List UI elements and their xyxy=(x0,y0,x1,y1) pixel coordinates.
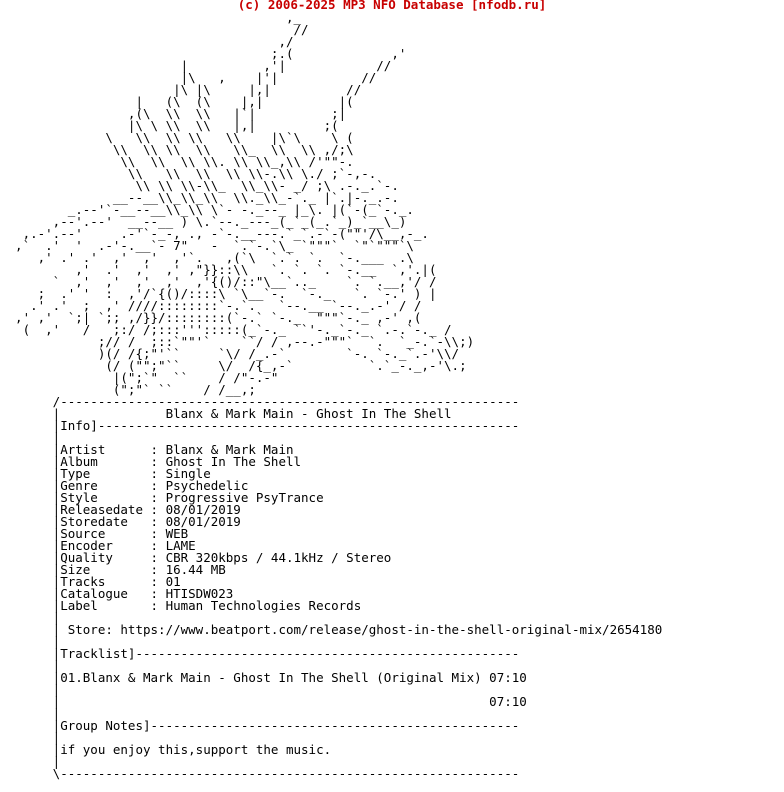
release-title: | Blanx & Mark Main - Ghost In The Shell xyxy=(0,406,452,421)
ascii-art-line: ; .' ' : ,'/`{()/::::\ `\__`-. `-._ `. `-.' ) | xyxy=(0,286,437,301)
info-field-genre: |Genre : Psychedelic xyxy=(0,478,249,493)
ascii-art-line: \\ \\ \\ \\. \\ \\_,\\ /'""-. xyxy=(0,154,354,169)
ascii-art-line: .' .' ; ,' ////::::::::`-.`. `--.__ `--._.-' / / xyxy=(0,298,422,313)
info-field-type: |Type : Single xyxy=(0,466,211,481)
ascii-art-line: ,(\ \\ \\ |`| ;| xyxy=(0,106,347,121)
track-row: |01.Blanx & Mark Main - Ghost In The Shell (Original Mix) 07:10 xyxy=(0,670,527,685)
box-blank-line: | xyxy=(0,682,61,697)
ascii-art-line: | (\ (\ |,| |( xyxy=(0,94,354,109)
section-group-notes-header: |Group Notes]------------------------------------------------- xyxy=(0,718,520,733)
ascii-art-line: ,' .' ,' ,' ,"}}::\\ `. `. `. `-.__ `,'.|( xyxy=(0,262,437,277)
ascii-art-line: \\ \\ \\-\\_ \\_\\- _/ ;\ .-._.`-. xyxy=(0,178,399,193)
ascii-art-line: |\ |\ |,| // xyxy=(0,82,362,97)
box-bottom-border: \------------------------------------------------------------- xyxy=(0,766,520,781)
section-tracklist-header: |Tracklist]--------------------------------------------------- xyxy=(0,646,520,661)
info-field-label: |Label : Human Technologies Records xyxy=(0,598,362,613)
ascii-art-line: ,' ,' `;| `;; ,/}}/::::::::(`-.` `-._ """`-._ ,-' ,( xyxy=(0,310,422,325)
ascii-art-line: ;// / ;::`""'` ``/ / ,--.-"""` `. `_-.`-\\;) xyxy=(0,334,475,349)
ascii-art-line: \ \\ \\ \\ \\ |\`\ \ ( xyxy=(0,130,354,145)
box-blank-line: | xyxy=(0,658,61,673)
ascii-art-line: (";"` `` / /__,; xyxy=(0,382,256,397)
ascii-art-line: __--__\\_\\_\\ \\._\\_-`._ |`.|-._.-. xyxy=(0,190,399,205)
section-info-header: |Info]-------------------------------------------------------- xyxy=(0,418,520,433)
info-field-releasedate: |Releasedate : 08/01/2019 xyxy=(0,502,241,517)
info-field-album: |Album : Ghost In The Shell xyxy=(0,454,302,469)
ascii-art-line: \\ \\ \\ \\ \\_ \\ \\ ,/;\ xyxy=(0,142,354,157)
ascii-art-line: )(/ /{;"'`` `\/ /_.-` `-. `-._`.-'\\/ xyxy=(0,346,460,361)
ascii-art-line: ,' .' .' ,' ,' ,'`. ,(`\ `.`. `. `-.___ .\ xyxy=(0,250,414,265)
store-link: | Store: https://www.beatport.com/release/ghost-in-the-shell-original-mix/2654180 xyxy=(0,622,663,637)
info-field-catalogue: |Catalogue : HTISDW023 xyxy=(0,586,234,601)
info-field-style: |Style : Progressive PsyTrance xyxy=(0,490,324,505)
info-field-tracks: |Tracks : 01 xyxy=(0,574,181,589)
ascii-art-line: ,--'.--' __--__ ) \.`--._---_(_`_(_.`_)_`__\_) xyxy=(0,214,407,229)
ascii-art-line: (/ ("";"`` \/ /{_,-` `.`_-._,-'\.; xyxy=(0,358,467,373)
ascii-art-line: ,_ xyxy=(0,10,302,25)
info-field-encoder: |Encoder : LAME xyxy=(0,538,196,553)
total-time: | 07:10 xyxy=(0,694,527,709)
box-blank-line: | xyxy=(0,634,61,649)
info-field-storedate: |Storedate : 08/01/2019 xyxy=(0,514,241,529)
ascii-art-line: ;.( ,' xyxy=(0,46,407,61)
info-field-size: |Size : 16.44 MB xyxy=(0,562,226,577)
group-notes-text: |if you enjoy this,support the music. xyxy=(0,742,332,757)
info-field-artist: |Artist : Blanx & Mark Main xyxy=(0,442,294,457)
ascii-art-line: // xyxy=(0,22,309,37)
ascii-art-line: ,` .' ' .-'-.__`- 7" - `.`-.`\_ `"""` `"`"""`\ xyxy=(0,238,414,253)
ascii-art-line: ( ,' / ;:/ /;:::''':::::(_`-._ ``'-._`-._ `.-.`-._ / xyxy=(0,322,452,337)
ascii-art-line: |\ , |'| // xyxy=(0,70,377,85)
ascii-art-line: |(";`" `` / /"-.-" xyxy=(0,370,279,385)
info-field-source: |Source : WEB xyxy=(0,526,189,541)
ascii-art-line: _.--'`-__--__\\_\\ \`- -._--_ |_\. |(`-(_`-._. xyxy=(0,202,414,217)
ascii-art-line: ,.-'.--' .-'`-_-, ., -`-.__---.`_`.-`-(""'/\__,-_. xyxy=(0,226,429,241)
box-blank-line: | xyxy=(0,754,61,769)
box-top-border: /------------------------------------------------------------- xyxy=(0,394,520,409)
site-header: (c) 2006-2025 MP3 NFO Database [nfodb.ru] xyxy=(237,0,547,12)
box-blank-line: | xyxy=(0,706,61,721)
box-blank-line: | xyxy=(0,430,61,445)
box-blank-line: | xyxy=(0,730,61,745)
ascii-art-line: | ,'| // xyxy=(0,58,392,73)
ascii-art-line: ,/ xyxy=(0,34,294,49)
ascii-art-line: ` ,' ,' ,' ,' ,'{()/::"\__`.._ `. `.__,'/ / xyxy=(0,274,437,289)
info-field-quality: |Quality : CBR 320kbps / 44.1kHz / Stereo xyxy=(0,550,392,565)
ascii-art-line: |\ \ \\ \\ |,| ;( xyxy=(0,118,339,133)
box-blank-line: | xyxy=(0,610,61,625)
ascii-art-line: \\ \\ \\ \\ \\-.\\ \./ ;`-,-. xyxy=(0,166,377,181)
